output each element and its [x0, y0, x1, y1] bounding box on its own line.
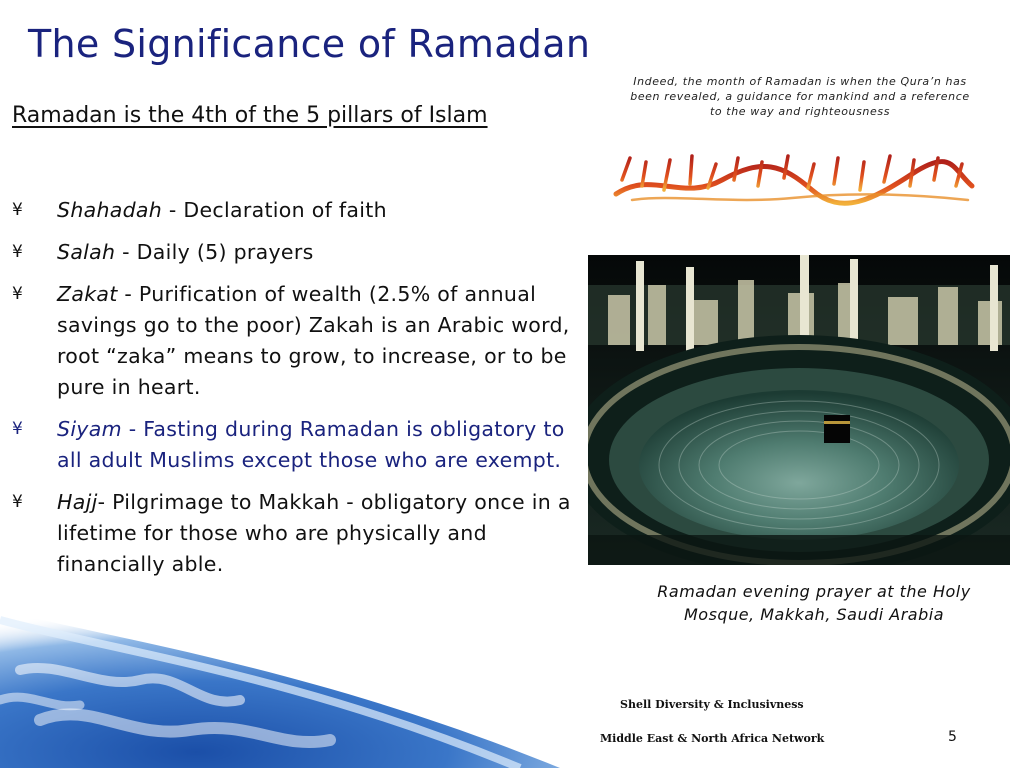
- arabic-calligraphy-image: [612, 150, 976, 206]
- bullet-marker: ¥: [12, 492, 24, 512]
- pillar-description: - Declaration of faith: [162, 198, 387, 222]
- list-item-zakat: [12, 279, 577, 403]
- pillar-term: Zakat: [57, 282, 118, 306]
- pillar-term: Siyam: [57, 417, 122, 441]
- slide-subtitle: Ramadan is the 4th of the 5 pillars of Islam: [12, 103, 488, 128]
- pillar-description: - Purification of wealth (2.5% of annual savings go to the poor) Zakah is an Arabic word, root “zaka” means to grow, to increase, or to be pure in heart.: [57, 282, 570, 399]
- bullet-marker: ¥: [12, 242, 24, 262]
- pillar-term: Hajj: [57, 490, 98, 514]
- footer-network: Middle East & North Africa Network: [600, 732, 825, 745]
- pillar-description: - Pilgrimage to Makkah - obligatory once in a lifetime for those who are physically and financially able.: [57, 490, 571, 576]
- quran-quote: Indeed, the month of Ramadan is when the Qura’n has been revealed, a guidance for mankind and a reference to the way and righteousness: [630, 75, 970, 118]
- page-number: 5: [948, 729, 957, 745]
- bullet-marker: ¥: [12, 284, 24, 304]
- pillars-list: [12, 195, 577, 591]
- list-item-shahadah: [12, 195, 577, 226]
- list-item-hajj: [12, 487, 577, 580]
- bullet-marker: ¥: [12, 200, 24, 220]
- earth-globe-graphic: [0, 580, 560, 768]
- pillar-term: Shahadah: [57, 198, 163, 222]
- pillar-description: - Fasting during Ramadan is obligatory to all adult Muslims except those who are exempt.: [57, 417, 565, 472]
- mecca-mosque-photo: [588, 255, 1010, 565]
- photo-caption: Ramadan evening prayer at the Holy Mosque, Makkah, Saudi Arabia: [657, 582, 971, 624]
- list-item-salah: [12, 237, 577, 268]
- footer-organization: Shell Diversity & Inclusivness: [620, 698, 804, 711]
- pillar-term: Salah: [57, 240, 116, 264]
- list-item-siyam: [12, 414, 577, 476]
- slide-title: The Significance of Ramadan: [28, 22, 591, 66]
- pillar-description: - Daily (5) prayers: [115, 240, 314, 264]
- bullet-marker: ¥: [12, 419, 24, 439]
